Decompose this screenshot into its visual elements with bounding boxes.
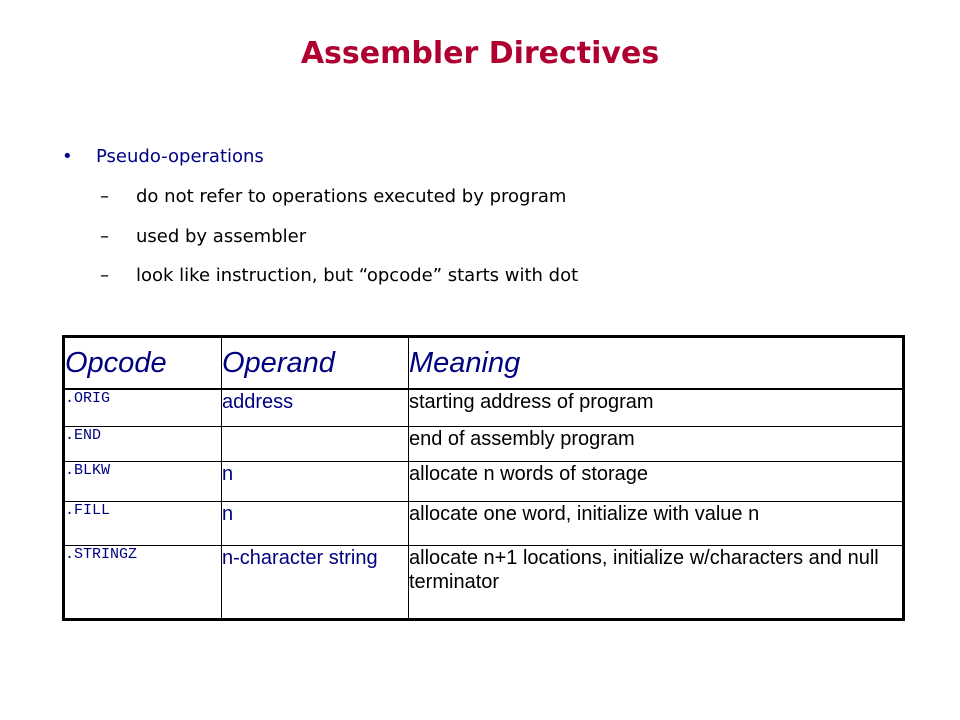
operand-cell: address: [222, 389, 409, 427]
table-row: [64, 502, 904, 546]
bullet-main: Pseudo-operations: [96, 146, 264, 167]
table-header-row: [64, 337, 904, 390]
page-title: Assembler Directives: [300, 36, 660, 71]
operand-cell: [222, 427, 409, 462]
bullet-list: [0, 0, 960, 300]
dash-3: –: [100, 265, 109, 286]
directives-table: [62, 335, 905, 621]
meaning-cell: allocate n+1 locations, initialize w/characters and null terminator: [409, 546, 904, 620]
table-row: [64, 389, 904, 427]
sub-bullet-3: look like instruction, but “opcode” starts with dot: [136, 265, 579, 286]
sub-bullet-1: do not refer to operations executed by program: [136, 186, 567, 207]
header-operand: Operand: [222, 337, 409, 390]
meaning-cell: allocate n words of storage: [409, 462, 904, 502]
meaning-cell: end of assembly program: [409, 427, 904, 462]
opcode-cell: .STRINGZ: [64, 546, 222, 620]
bullet-dot: •: [62, 146, 73, 167]
table-row: [64, 462, 904, 502]
operand-cell: n-character string: [222, 546, 409, 620]
header-opcode: Opcode: [64, 337, 222, 390]
opcode-cell: .ORIG: [64, 389, 222, 427]
meaning-cell: allocate one word, initialize with value n: [409, 502, 904, 546]
dash-2: –: [100, 226, 109, 247]
operand-cell: n: [222, 462, 409, 502]
table-row: [64, 427, 904, 462]
opcode-cell: .END: [64, 427, 222, 462]
sub-bullet-2: used by assembler: [136, 226, 307, 247]
opcode-cell: .FILL: [64, 502, 222, 546]
operand-cell: n: [222, 502, 409, 546]
table-row: [64, 546, 904, 620]
meaning-cell: starting address of program: [409, 389, 904, 427]
dash-1: –: [100, 186, 109, 207]
opcode-cell: .BLKW: [64, 462, 222, 502]
header-meaning: Meaning: [409, 337, 904, 390]
